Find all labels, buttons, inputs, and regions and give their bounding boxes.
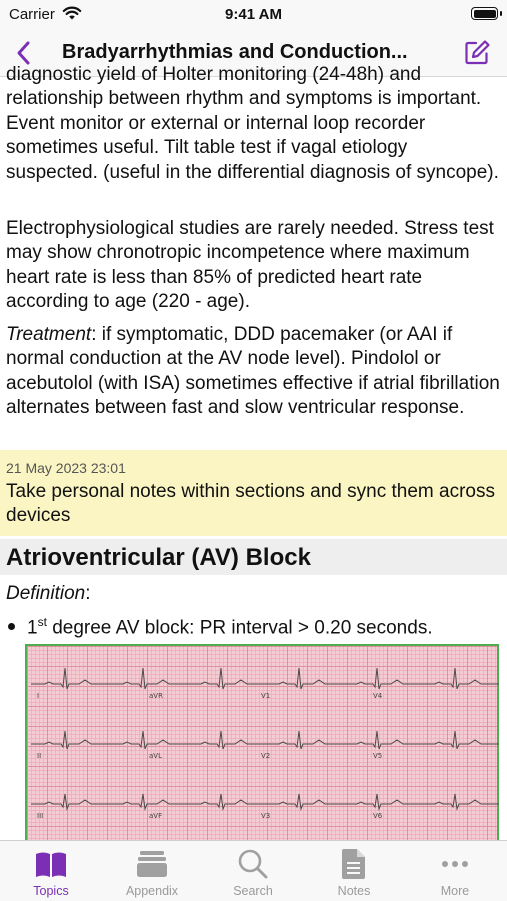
book-icon bbox=[34, 847, 68, 881]
article-content[interactable] bbox=[0, 64, 507, 840]
search-icon bbox=[236, 847, 270, 881]
status-bar bbox=[0, 0, 507, 30]
tab-appendix[interactable] bbox=[102, 841, 202, 901]
ecg-lead-label: V6 bbox=[373, 812, 383, 820]
ecg-lead-label: I bbox=[37, 692, 40, 700]
definition-colon: : bbox=[85, 583, 91, 604]
bullet-superscript: st bbox=[37, 615, 47, 629]
ecg-lead-label: V5 bbox=[373, 752, 383, 760]
ecg-lead-label: V4 bbox=[373, 692, 383, 700]
note-timestamp: 21 May 2023 23:01 bbox=[6, 460, 126, 476]
ecg-lead-row bbox=[31, 668, 499, 689]
paragraph-ep-studies: Electrophysiological studies are rarely needed. Stress test may show chronotropic incompetence where maximum heart rate is less than 85% of predicted heart rate according to age (220 - age). bbox=[6, 218, 494, 313]
document-icon bbox=[337, 847, 371, 881]
ecg-lead-row bbox=[31, 794, 499, 809]
definition-label bbox=[6, 583, 91, 605]
note-text: Take personal notes within sections and sync them across devices bbox=[6, 481, 495, 527]
ecg-lead-label: III bbox=[37, 812, 44, 820]
battery-icon bbox=[471, 7, 498, 20]
personal-note[interactable] bbox=[0, 450, 507, 536]
ecg-lead-label: aVR bbox=[149, 692, 163, 700]
treatment-text: : if symptomatic, DDD pacemaker (or AAI if normal conduction at the AV node level). Pindolol or acebutolol (with ISA) sometimes effective if atrial fibrillation alternates between fast and slow ventricular response. bbox=[6, 324, 500, 419]
ecg-lead-label: V3 bbox=[261, 812, 271, 820]
bullet-text: degree AV block: PR interval > 0.20 seconds. bbox=[46, 617, 433, 639]
tab-bar bbox=[0, 840, 507, 901]
ecg-lead-label: II bbox=[37, 752, 42, 760]
carrier-label: Carrier bbox=[9, 6, 55, 23]
section-header bbox=[0, 539, 507, 575]
clock: 9:41 AM bbox=[225, 6, 282, 23]
tab-label-appendix: Appendix bbox=[125, 884, 179, 898]
section-heading: Atrioventricular (AV) Block bbox=[6, 544, 311, 571]
page-title: Bradyarrhythmias and Conduction... bbox=[62, 41, 408, 63]
ellipsis-icon bbox=[438, 847, 472, 881]
battery-tip bbox=[500, 11, 502, 16]
bullet-number: 1 bbox=[27, 617, 38, 639]
ecg-lead-label: aVL bbox=[149, 752, 162, 760]
list-item bbox=[6, 615, 501, 639]
paragraph-monitoring bbox=[0, 63, 507, 185]
ecg-image[interactable] bbox=[25, 644, 499, 844]
ecg-lead-label: aVF bbox=[149, 812, 163, 820]
definition-label-text: Definition bbox=[6, 583, 86, 604]
tab-notes[interactable] bbox=[304, 841, 404, 901]
stack-icon bbox=[135, 847, 169, 881]
paragraph-treatment bbox=[0, 323, 507, 421]
bullet-dot bbox=[8, 623, 15, 630]
tab-label-topics: Topics bbox=[33, 884, 69, 898]
tab-search[interactable] bbox=[203, 841, 303, 901]
clipped-line: diagnostic yield of Holter monitoring (24-48h) and bbox=[6, 64, 422, 85]
treatment-label: Treatment bbox=[6, 324, 92, 345]
tab-label-notes: Notes bbox=[337, 884, 371, 898]
ecg-lead-row bbox=[31, 731, 499, 749]
tab-more[interactable] bbox=[405, 841, 505, 901]
ecg-lead-label: V2 bbox=[261, 752, 271, 760]
ecg-lead-label: V1 bbox=[261, 692, 271, 700]
paragraph-monitoring-text: relationship between rhythm and symptoms is important. Event monitor or external or internal loop recorder sometimes useful. Tilt table test if vagal etiology suspected. (useful in the differential diagnosis of syncope). bbox=[6, 88, 499, 183]
tab-label-more: More bbox=[440, 884, 470, 898]
ecg-tracing bbox=[27, 646, 497, 842]
tab-label-search: Search bbox=[233, 884, 273, 898]
tab-topics[interactable] bbox=[1, 841, 101, 901]
